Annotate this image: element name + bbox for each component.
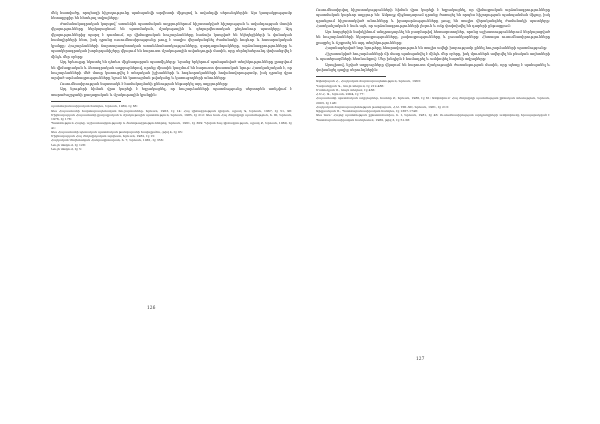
footnote: Հ.Ս.Հ. Ա., Երևան, 2004, էջ 77։ — [316, 92, 365, 97]
left-paragraph: Այդ երևույթը նկատել են դեռևս միջնադարյան պատմիչները։ Նրանց երկերում պահպանված տեղեկությունները լրացվում են վիմագրական և ձեռագրական աղբյուրներով, որոնք միասին կազմում են հարուստ փաստական նյութ։ Հատկանշական է, որ հուշարձանների մեծ մասը կառուցվել է տեղական իշխանների և հոգևորականների հովանավորությամբ, իսկ դրանց վրա արված արձանագրությունները նշում են կառուցման թվականը և կառուցողների անունները։ — [51, 60, 292, 81]
right-paragraph: Այսպիսով, նշված աղբյուրները վկայում են հարուստ մշակութային ժառանգության մասին, որը պետք է պահպանել և փոխանցել գալիք սերունդներին։ — [316, 62, 550, 72]
footnote: Հայկական ճարտարապետության թանգարան, Հ.Ա. VIII–XII, Երևան, 1981, էջ 213։ — [316, 104, 449, 109]
left-footnotes — [51, 104, 292, 151]
right-body-text — [316, 8, 550, 73]
footnote: Տես Հայաստանի ճարտարապետական հուշարձաններ, Երևան, 1963, էջ 14։ Հայ վիմագրության դիվան, պրակ Գ, Երևան, 1967, էջ 51, 98։ Միջնադարյան Հայաստանի քաղաքական և մշակութային պատմություն, Երևան, 1985, էջ 212։ Տես նաև Հայ ժողովրդի պատմություն, հ. III, Երևան, 1976, էջ 178։ — [51, 108, 292, 121]
footnote: Ալեքսանյան Ս., Պատմաբանասիրական հանդես, էջ 1367-1748։ — [316, 109, 418, 114]
footnote: Միջնադարյան Հայ ժողովրդական արվեստ, Երևան, 1982, էջ 15։ — [51, 134, 156, 138]
footnote: Պատմություն Հայոց, աշխատասիրությամբ և ծանոթագրություններով, Երևան, 1961, էջ 309։ Դիվան հայ վիմագրության, պրակ Բ, Երևան, 1960, էջ 41։ — [51, 121, 292, 130]
footnote-rule — [316, 76, 386, 77]
footnote: Հայկական Սովետական Հանրագիտարան, հ. 7, Երևան, 1981, էջ 356։ — [51, 138, 164, 143]
footnote: Նույն տեղում, էջ 5։ — [51, 146, 82, 151]
footnote: Նույն տեղում, էջ 128։ — [51, 142, 86, 147]
footnote: պատմաբանասիրական հանդես, Երևան, 1980, էջ 68։ — [51, 104, 138, 109]
footnote: Ավետիսյան Հ., Հայկական ճարտարապետություն, Երևան, 1963։ — [316, 79, 421, 84]
left-paragraph: Ուսումնասիրության նպատակն է համակողմանի քննության ենթարկել այդ աղբյուրները։ — [60, 81, 229, 86]
footnote-rule — [51, 101, 121, 102]
left-body-text — [51, 11, 292, 98]
footnote: Ղափանցյան Գ., նույն տեղում, էջ 212-486։ — [316, 83, 385, 88]
left-paragraph: Ժամանակագրական կարգով՝ առանձին պատմական աղբյուրներում հիշատակված հիշողության և ավանդության մասին վկայությունները ներկայացնում են պատմական, մշակութային և գեղարվեստական ընդհանուր պատկերը։ Այդ վկայություններից պարզ է դառնում, որ վիմագրական հուշարձանները հաճախ կապված են եկեղեցիների և վանական համալիրների հետ, իսկ դրանց ուսումնասիրությունը թույլ է տալիս վերականգնել ժամանակի հոգևոր և հասարակական կյանքը։ Հուշարձանների ճարտարապետական առանձնահատկությունները, զարդաքանդակները, արձանագրությունները և պատկերագրական խորհրդանիշերը վկայում են հարուստ մշակութային ավանդույթի մասին, որը սերնդեսերունդ փոխանցվել է մինչև մեր օրերը։ — [51, 21, 292, 59]
footnote: Մանուկյան Ս., նույն տեղում, էջ 436։ — [316, 87, 376, 92]
left-paragraph: Այդ նյութերի հիման վրա կարելի է եզրակացնել, որ հուշարձանների պատմությունը սերտորեն առնչվում է տարածաշրջանի քաղաքական և մշակութային կյանքին։ — [51, 87, 292, 97]
left-paragraph: մեկ հատվածը, որպեսզի հիշողությունը պահպանվի արվեստի միջոցով և ավանդվի սերունդներին։ Այս կապակցությամբ հետաքրքիր են հետևյալ տվյալները։ — [51, 11, 292, 21]
page-number: 126 — [147, 306, 156, 311]
footnote: Տես Հայաստանի պետական պատմական թանգարանի հավաքածու, թիվ 4, էջ 95։ — [51, 129, 183, 134]
footnote: Տես նաև՝ Հայոց պատմության քրեստոմատիա, հ. I, Երևան, 1981, էջ 46։ Ուսումնասիրության արդյունքների ամփոփումը հրապարակված է Պատմաբանասիրական հանդեսում, 1980, թիվ 3, էջ 51-58։ — [316, 113, 550, 122]
right-paragraph: Այս հարցերին նախկինում անդրադարձել են բազմաթիվ հետազոտողներ, որոնց աշխատություններում ներկայացված են հուշարձանների նկարագրությունները, չափագրությունները և լուսանկարները։ Հետագա ուսումնասիրությունները լրացրել և ճշգրտել են այդ տեղեկությունները։ — [316, 29, 550, 45]
footnote: Հայաստանի պատմական աղբյուրներ, հատոր Բ, Երևան, 1986, էջ 61։ Ամփոփում՝ Հայ ժողովրդի պատմության քննական տեսություն, Երևան, 2003, էջ 148։ — [316, 96, 550, 105]
right-paragraph: Հայտնաբերված նոր նյութերը հնարավորություն են տալիս ավելի խորությամբ քննել հուշարձանների պատմությունը։ — [325, 46, 548, 51]
page-number: 127 — [416, 357, 425, 362]
right-paragraph: Ուսումնասիրվող հիշատակությունների հիման վրա կարելի է եզրակացնել, որ վիմագրական արձանագրությունները պատմական կարևոր աղբյուր են։ Ամբողջ միջնադարում դրանք ծառայել են որպես հիշողության պահպանման միջոց, իսկ դրանցում հիշատակված անունները և իրադարձությունները թույլ են տալիս վերականգնել ժամանակի պատկերը։ Հատկանշական է նաև այն, որ արձանագրությունների լեզուն և ոճը փոփոխվել են դարերի ընթացքում։ — [316, 8, 550, 29]
right-page — [300, 0, 600, 424]
right-footnotes — [316, 79, 550, 122]
right-paragraph: Հիշատակված հուշարձանների մի մասը պահպանվել է մինչև մեր օրերը, իսկ մյուսներն ավերվել են բնական աղետների և պատերազմների հետևանքով։ Մեր խնդիրն է համադրել և ամփոփել հայտնի տվյալները։ — [316, 51, 550, 62]
